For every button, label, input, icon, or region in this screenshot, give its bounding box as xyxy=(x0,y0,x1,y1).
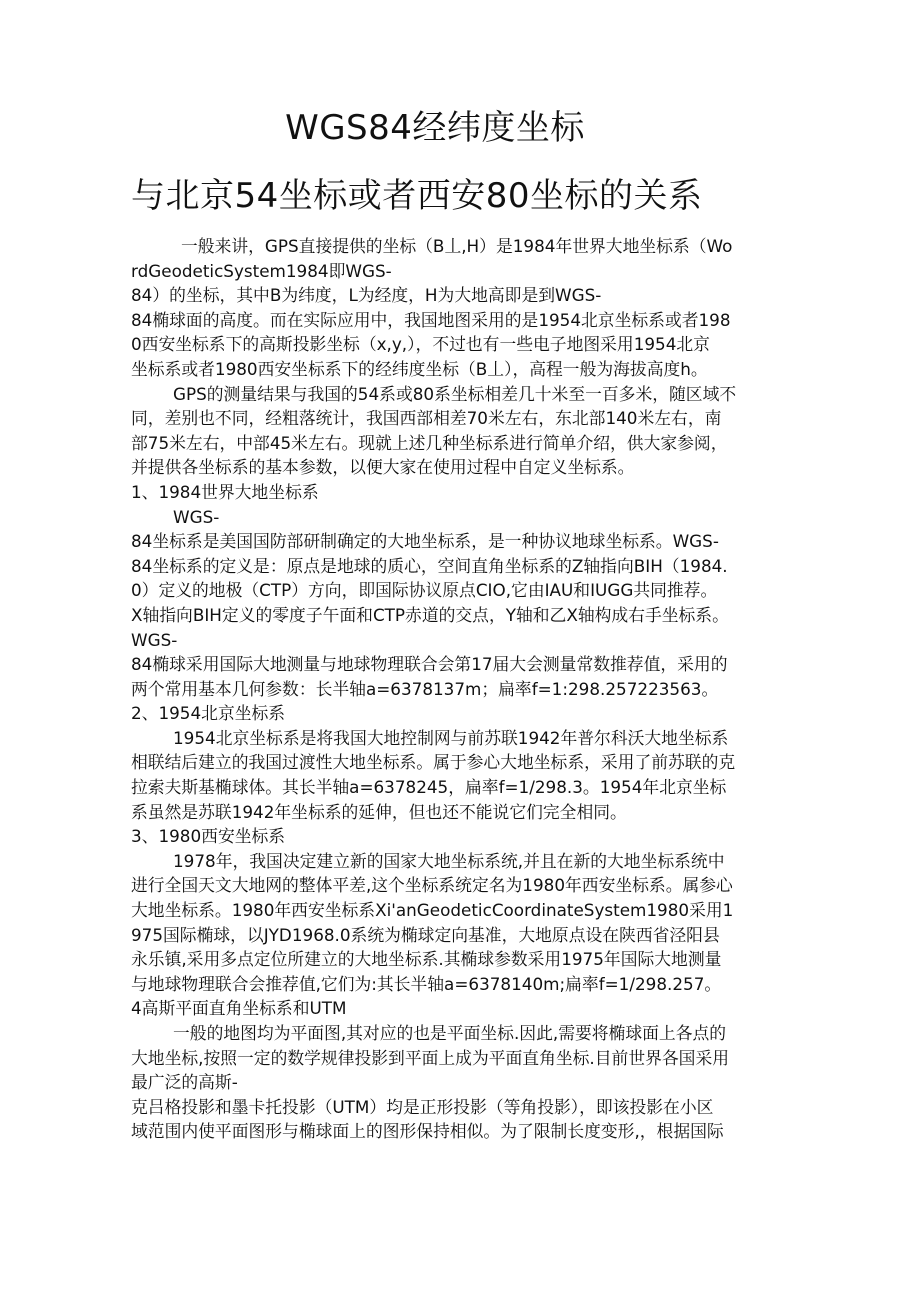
body-text-line: 大地坐标系。1980年西安坐标系Xi'anGeodeticCoordinateSystem1980采用1 xyxy=(131,900,734,921)
body-text-line: 系虽然是苏联1942年坐标系的延伸，但也还不能说它们完全相同。 xyxy=(131,801,627,822)
body-text-line: 同，差别也不同，经粗落统计，我国西部相差70米左右，东北部140米左右，南 xyxy=(131,408,722,429)
body-text-line: 84椭球采用国际大地测量与地球物理联合会第17届大会测量常数推荐值，采用的 xyxy=(131,654,728,675)
body-text-line: 975国际椭球，以JYD1968.0系统为椭球定向基准，大地原点设在陕西省泾阳县 xyxy=(131,924,720,945)
body-text-line: 拉索夫斯基椭球体。其长半轴a=6378245，扁率f=1/298.3。1954年北京坐标 xyxy=(131,777,727,798)
body-text-line: 3、1980西安坐标系 xyxy=(131,826,286,847)
body-text-line: WGS- xyxy=(131,629,178,650)
body-text-line: 进行全国天文大地网的整体平差,这个坐标系统定名为1980年西安坐标系。属参心 xyxy=(131,875,733,896)
body-text-line: rdGeodeticSystem1984即WGS- xyxy=(131,260,392,281)
body-text-line: 永乐镇,采用多点定位所建立的大地坐标系.其椭球参数采用1975年国际大地测量 xyxy=(131,949,722,970)
body-text-line: 0）定义的地极（CTP）方向，即国际协议原点CIO,它由IAU和IUGG共同推荐。 xyxy=(131,580,718,601)
body-text-line: 1978年，我国决定建立新的国家大地坐标系统,并且在新的大地坐标系统中 xyxy=(173,850,725,871)
body-text-line: 部75米左右，中部45米左右。现就上述几种坐标系进行简单介绍，供大家参阅， xyxy=(131,432,728,453)
body-text-line: 84坐标系是美国国防部研制确定的大地坐标系，是一种协议地球坐标系。WGS- xyxy=(131,531,719,552)
body-text-line: 一般的地图均为平面图,其对应的也是平面坐标.因此,需要将椭球面上各点的 xyxy=(173,1023,727,1043)
body-text-line: 与地球物理联合会推荐值,它们为:其长半轴a=6378140m;扁率f=1/298.257。 xyxy=(131,973,722,994)
body-text-line: 坐标系或者1980西安坐标系下的经纬度坐标（B丄），高程一般为海拔高度h。 xyxy=(131,358,708,379)
body-text-line: 1954北京坐标系是将我国大地控制网与前苏联1942年普尔科沃大地坐标系 xyxy=(173,727,729,748)
body-text-line: 0西安坐标系下的高斯投影坐标（x,y,），不过也有一些电子地图采用1954北京 xyxy=(131,334,710,355)
document-title-line1: WGS84经纬度坐标 xyxy=(285,108,585,148)
body-text-line: 4高斯平面直角坐标系和UTM xyxy=(131,998,347,1019)
document-body xyxy=(131,234,801,1144)
body-text-line: 1、1984世界大地坐标系 xyxy=(131,481,319,502)
body-text-line: 相联结后建立的我国过渡性大地坐标系。属于参心大地坐标系，采用了前苏联的克 xyxy=(131,752,736,773)
body-text-line: 一般来讲，GPS直接提供的坐标（B丄,H）是1984年世界大地坐标系（Wo xyxy=(181,236,733,256)
body-text-line: 84椭球面的高度。而在实际应用中，我国地图采用的是1954北京坐标系或者198 xyxy=(131,309,731,330)
body-text-line: WGS- xyxy=(173,506,220,527)
body-text-line: 2、1954北京坐标系 xyxy=(131,703,286,724)
body-text-line: X轴指向BIH定义的零度子午面和CTP赤道的交点，Y轴和乙X轴构成右手坐标系。 xyxy=(131,604,729,625)
body-text-line: 大地坐标,按照一定的数学规律投影到平面上成为平面直角坐标.目前世界各国采用 xyxy=(131,1047,730,1068)
body-text-line: 最广泛的高斯- xyxy=(131,1072,238,1093)
body-text-line: GPS的测量结果与我国的54系或80系坐标相差几十米至一百多米，随区域不 xyxy=(173,383,737,404)
body-text-line: 84坐标系的定义是：原点是地球的质心，空间直角坐标系的Z轴指向BIH（1984. xyxy=(131,555,728,576)
body-text-line: 域范围内使平面图形与椭球面上的图形保持相似。为了限制长度变形,，根据国际 xyxy=(131,1121,724,1142)
body-text-line: 克吕格投影和墨卡托投影（UTM）均是正形投影（等角投影），即该投影在小区 xyxy=(131,1096,714,1117)
document-title-line2: 与北京54坐标或者西安80坐标的关系 xyxy=(131,176,703,216)
body-text-line: 两个常用基本几何参数：长半轴a=6378137m；扁率f=1:298.257223563。 xyxy=(131,678,719,699)
body-text-line: 并提供各坐标系的基本参数，以便大家在使用过程中自定义坐标系。 xyxy=(131,457,635,478)
body-text-line: 84）的坐标，其中B为纬度，L为经度，H为大地高即是到WGS- xyxy=(131,285,602,306)
